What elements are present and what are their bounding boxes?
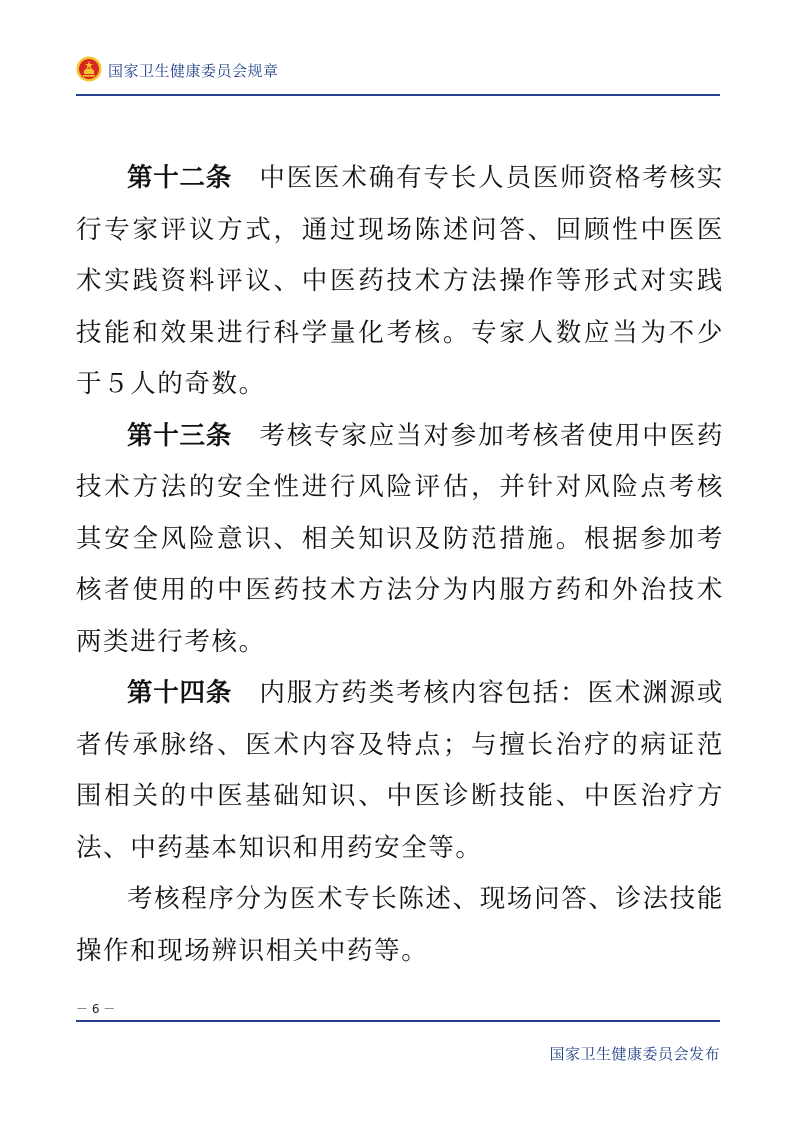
national-emblem-icon [76, 56, 102, 82]
header-rule [76, 94, 720, 96]
article-number: 第十二条 [127, 163, 232, 193]
article-text: 内服方药类考核内容包括：医术渊源或者传承脉络、医术内容及特点；与擅长治疗的病证范围相关的中医基础知识、中医诊断技能、中医治疗方法、中药基本知识和用药安全等。 [76, 678, 725, 863]
article-paragraph [76, 153, 724, 411]
page-number: － 6 － [76, 1002, 116, 1016]
header-title: 国家卫生健康委员会规章 [108, 62, 279, 80]
footer-rule [76, 1020, 720, 1022]
article-text: 中医医术确有专长人员医师资格考核实行专家评议方式，通过现场陈述问答、回顾性中医医术实践资料评议、中医药技术方法操作等形式对实践技能和效果进行科学量化考核。专家人数应当为不少于５人的奇数。 [76, 163, 725, 399]
document-body [76, 153, 724, 977]
article-paragraph [76, 411, 724, 669]
footer-publisher: 国家卫生健康委员会发布 [549, 1045, 720, 1063]
page-header [76, 52, 720, 86]
article-paragraph [76, 668, 724, 874]
article-number: 第十四条 [127, 678, 232, 708]
article-text: 考核专家应当对参加考核者使用中医药技术方法的安全性进行风险评估，并针对风险点考核其安全风险意识、相关知识及防范措施。根据参加考核者使用的中医药技术方法分为内服方药和外治技术两类进行考核。 [76, 420, 725, 657]
body-paragraph [76, 874, 724, 977]
article-number: 第十三条 [127, 420, 232, 451]
paragraph-text: 考核程序分为医术专长陈述、现场问答、诊法技能操作和现场辨识相关中药等。 [76, 884, 724, 966]
